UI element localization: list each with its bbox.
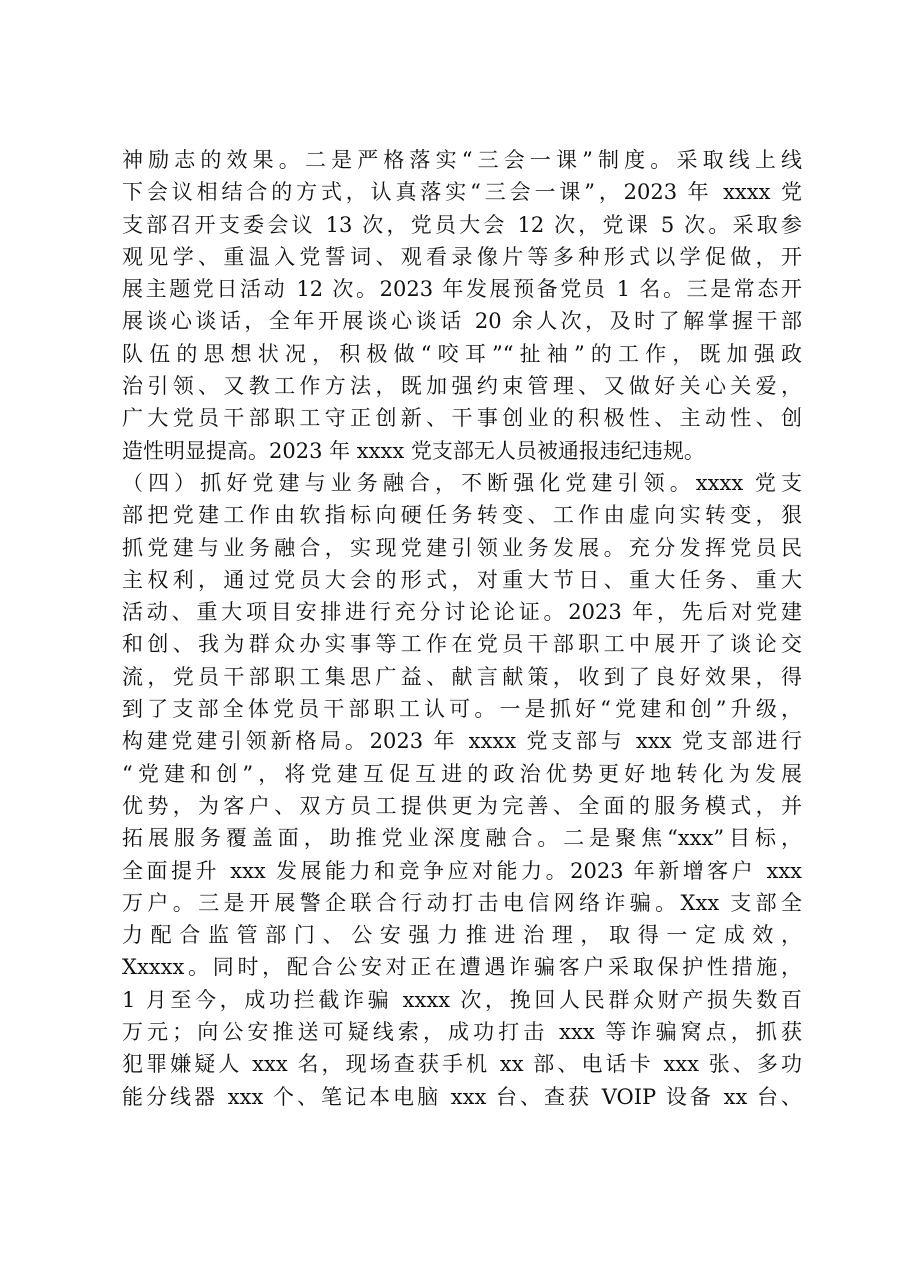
- text-line: 万户。三是开展警企联合行动打击电信网络诈骗。Xxx 支部全: [122, 890, 802, 915]
- text-line: 抓党建与业务融合，实现党建引领业务发展。充分发挥党员民: [122, 535, 802, 560]
- text-line: 造性明显提高。2023 年 xxxx 党支部无人员被通报违纪违规。: [122, 438, 705, 463]
- text-line: 神励志的效果。二是严格落实“三会一课”制度。采取线上线: [122, 148, 802, 172]
- text-line: 和创、我为群众办实事等工作在党员干部职工中展开了谈论交: [122, 632, 802, 657]
- text-line: Xxxxx。同时，配合公安对正在遭遇诈骗客户采取保护性措施，: [122, 955, 802, 980]
- text-line: 队伍的思想状况，积极做“咬耳”“扯袖”的工作，既加强政: [122, 341, 802, 366]
- text-line: 优势，为客户、双方员工提供更为完善、全面的服务模式，并: [122, 793, 802, 818]
- text-line: 下会议相结合的方式，认真落实“三会一课”，2023 年 xxxx 党: [122, 180, 802, 205]
- text-line: 犯罪嫌疑人 xxx 名，现场查获手机 xx 部、电话卡 xxx 张、多功: [122, 1052, 802, 1077]
- text-line: 展主题党日活动 12 次。2023 年发展预备党员 1 名。三是常态开: [122, 277, 802, 302]
- text-line: “党建和创”，将党建互促互进的政治优势更好地转化为发展: [122, 761, 802, 786]
- section-heading-line: （四）抓好党建与业务融合，不断强化党建引领。xxxx 党支: [122, 470, 802, 495]
- text-line: 万元；向公安推送可疑线索，成功打击 xxx 等诈骗窝点，抓获: [122, 1020, 802, 1045]
- body-text: [122, 144, 802, 1113]
- text-line: 治引领、又教工作方法，既加强约束管理、又做好关心关爱，: [122, 374, 802, 399]
- text-line: 到了支部全体党员干部职工认可。一是抓好“党建和创”升级，: [122, 697, 802, 722]
- text-line: 展谈心谈话，全年开展谈心谈话 20 余人次，及时了解掌握干部: [122, 309, 802, 334]
- text-line: 活动、重大项目安排进行充分讨论论证。2023 年，先后对党建: [122, 600, 802, 625]
- text-line: 观见学、重温入党誓词、观看录像片等多种形式以学促做，开: [122, 244, 802, 269]
- text-line: 能分线器 xxx 个、笔记本电脑 xxx 台、查获 VOIP 设备 xx 台、: [122, 1084, 802, 1109]
- text-line: 流，党员干部职工集思广益、献言献策，收到了良好效果，得: [122, 664, 802, 689]
- text-line: 主权利，通过党员大会的形式，对重大节日、重大任务、重大: [122, 567, 802, 592]
- text-line: 力配合监管部门、公安强力推进治理，取得一定成效，: [122, 923, 802, 948]
- text-line: 全面提升 xxx 发展能力和竞争应对能力。2023 年新增客户 xxx: [122, 858, 802, 883]
- text-line: 拓展服务覆盖面，助推党业深度融合。二是聚焦“xxx”目标，: [122, 826, 802, 851]
- text-line: 广大党员干部职工守正创新、干事创业的积极性、主动性、创: [122, 406, 802, 431]
- text-line: 部把党建工作由软指标向硬任务转变、工作由虚向实转变，狠: [122, 503, 802, 528]
- text-line: 支部召开支委会议 13 次，党员大会 12 次，党课 5 次。采取参: [122, 212, 802, 237]
- text-line: 1 月至今，成功拦截诈骗 xxxx 次，挽回人民群众财产损失数百: [122, 987, 802, 1012]
- text-line: 构建党建引领新格局。2023 年 xxxx 党支部与 xxx 党支部进行: [122, 729, 802, 754]
